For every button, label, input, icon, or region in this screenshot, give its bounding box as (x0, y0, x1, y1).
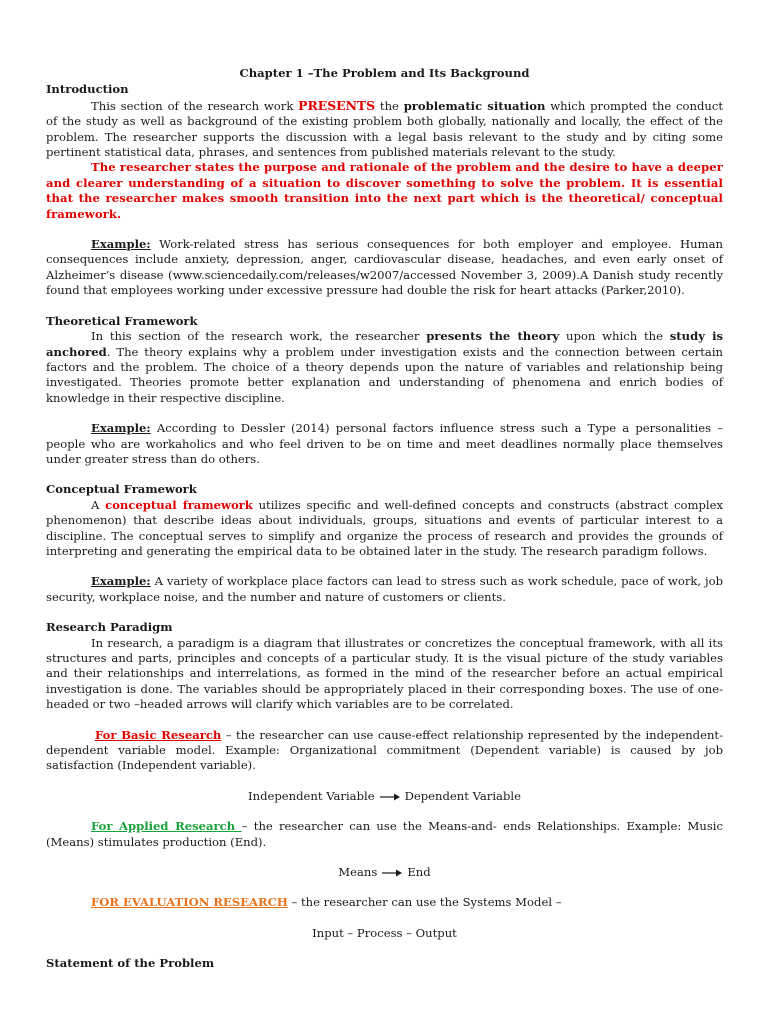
example-text: According to Dessler (2014) personal factors influence stress such a Type a personalities – people who are workaholics and who feel driven to be on time and meet deadlines normally place themselves under greater stress than do others. (46, 421, 723, 466)
dependent-variable-label: Dependent Variable (404, 788, 521, 803)
systems-model-label: Input – Process – Output (312, 925, 457, 940)
intro-text-c: which prompted the conduct of the study as well as background of the existing problem both globally, nationally and locally, the effect of the problem. The researcher supports the discussion with a legal basis relevant to the study and by citing some pertinent statistical data, phrases, and sentences from published materials relevant to the study. (46, 98, 723, 160)
example-label: Example: (91, 574, 151, 589)
problematic-situation-emphasis: problematic situation (403, 98, 546, 113)
conceptual-text-b: utilizes specific and well-defined concepts and constructs (abstract complex phenomenon) that describe ideas about individuals, groups, situations and events of particular interest to a discipline. The conceptual serves to simplify and organize the process of research and provides the grounds of interpreting and generating the empirical data to be obtained later in the study. The research paradigm follows. (46, 497, 724, 558)
basic-research-paragraph (46, 728, 723, 774)
theoretical-example (46, 421, 723, 467)
document-page (46, 66, 723, 972)
example-text: A variety of workplace place factors can lead to stress such as work schedule, pace of work, job security, workplace noise, and the number and nature of customers or clients. (46, 574, 723, 604)
conceptual-framework-heading: Conceptual Framework (46, 482, 197, 497)
study-anchored-emphasis: study is anchored (46, 329, 724, 359)
introduction-purpose-paragraph: The researcher states the purpose and rationale of the problem and the desire to have a deeper and clearer understanding of a situation to discover something to solve the problem. It is essential that the researcher makes smooth transition into the next part which is the theoretical/ conceptual framework. (46, 160, 723, 221)
theory-text-a: In this section of the research work, the researcher (91, 329, 427, 344)
independent-variable-label: Independent Variable (248, 788, 375, 803)
example-text: Work-related stress has serious consequences for both employer and employee. Human consequences include anxiety, depression, anger, cardiovascular disease, headaches, and even early onset of Alzheimer’s disease (www.sciencedaily.com/releases/w2007/accessed November 3, 2009).A Danish study recently found that employees working under excessive pressure had double the risk for heart attacks (Parker,2010). (46, 237, 723, 298)
introduction-example (46, 237, 723, 299)
theoretical-framework-heading: Theoretical Framework (46, 313, 198, 328)
applied-research-label: For Applied Research (91, 819, 242, 834)
arrow-right-icon (381, 868, 403, 878)
example-label: Example: (91, 237, 151, 252)
intro-text-a: This section of the research work (91, 98, 299, 113)
conceptual-example (46, 574, 723, 605)
arrow-right-icon (379, 792, 401, 802)
applied-research-model (46, 865, 723, 880)
evaluation-research-text: – the researcher can use the Systems Model – (287, 895, 562, 910)
evaluation-research-paragraph (46, 895, 723, 910)
presents-emphasis: PRESENTS (298, 97, 376, 113)
example-label: Example: (91, 421, 151, 436)
research-paradigm-paragraph: In research, a paradigm is a diagram that illustrates or concretizes the conceptual framework, with all its structures and parts, principles and concepts of a particular study. It is the visual picture of the study variables and their relationships and interrelations, as formed in the mind of the researcher before an actual empirical investigation is done. The variables should be appropriately placed in their corresponding boxes. The use of one-headed or two –headed arrows will clarify which variables are to be correlated. (46, 635, 723, 712)
theory-text-c: . The theory explains why a problem under investigation exists and the connection between certain factors and the problem. The choice of a theory depends upon the nature of variables and relationship being investigated. Theories promote better explanation and understanding of phenomena and enrich bodies of knowledge in their respective discipline. (46, 344, 723, 405)
evaluation-research-label: FOR EVALUATION RESEARCH (91, 895, 288, 910)
basic-research-model (46, 789, 723, 804)
presents-theory-emphasis: presents the theory (426, 329, 560, 344)
applied-research-text: – the researcher can use the Means-and- ends Relationships. Example: Music (Means) stimulates production (End). (46, 819, 724, 849)
introduction-paragraph (46, 98, 723, 161)
introduction-heading: Introduction (46, 82, 129, 97)
means-label: Means (338, 865, 378, 880)
basic-research-label: For Basic Research (95, 727, 222, 742)
research-paradigm-heading: Research Paradigm (46, 620, 173, 635)
conceptual-framework-paragraph (46, 498, 723, 560)
conceptual-text-a: A (91, 497, 106, 512)
basic-research-text: – the researcher can use cause-effect relationship represented by the independent-dependent variable model. Example: Organizational commitment (Dependent variable) is caused by job satisfaction (Independent variable). (46, 727, 723, 773)
statement-of-problem-heading: Statement of the Problem (46, 956, 215, 971)
end-label: End (407, 865, 431, 880)
chapter-title: Chapter 1 –The Problem and Its Background (239, 66, 530, 80)
intro-text-b: the (375, 98, 404, 113)
theory-text-b: upon which the (559, 329, 670, 344)
applied-research-paragraph (46, 819, 723, 850)
conceptual-framework-emphasis: conceptual framework (105, 497, 253, 512)
theoretical-framework-paragraph (46, 329, 723, 406)
